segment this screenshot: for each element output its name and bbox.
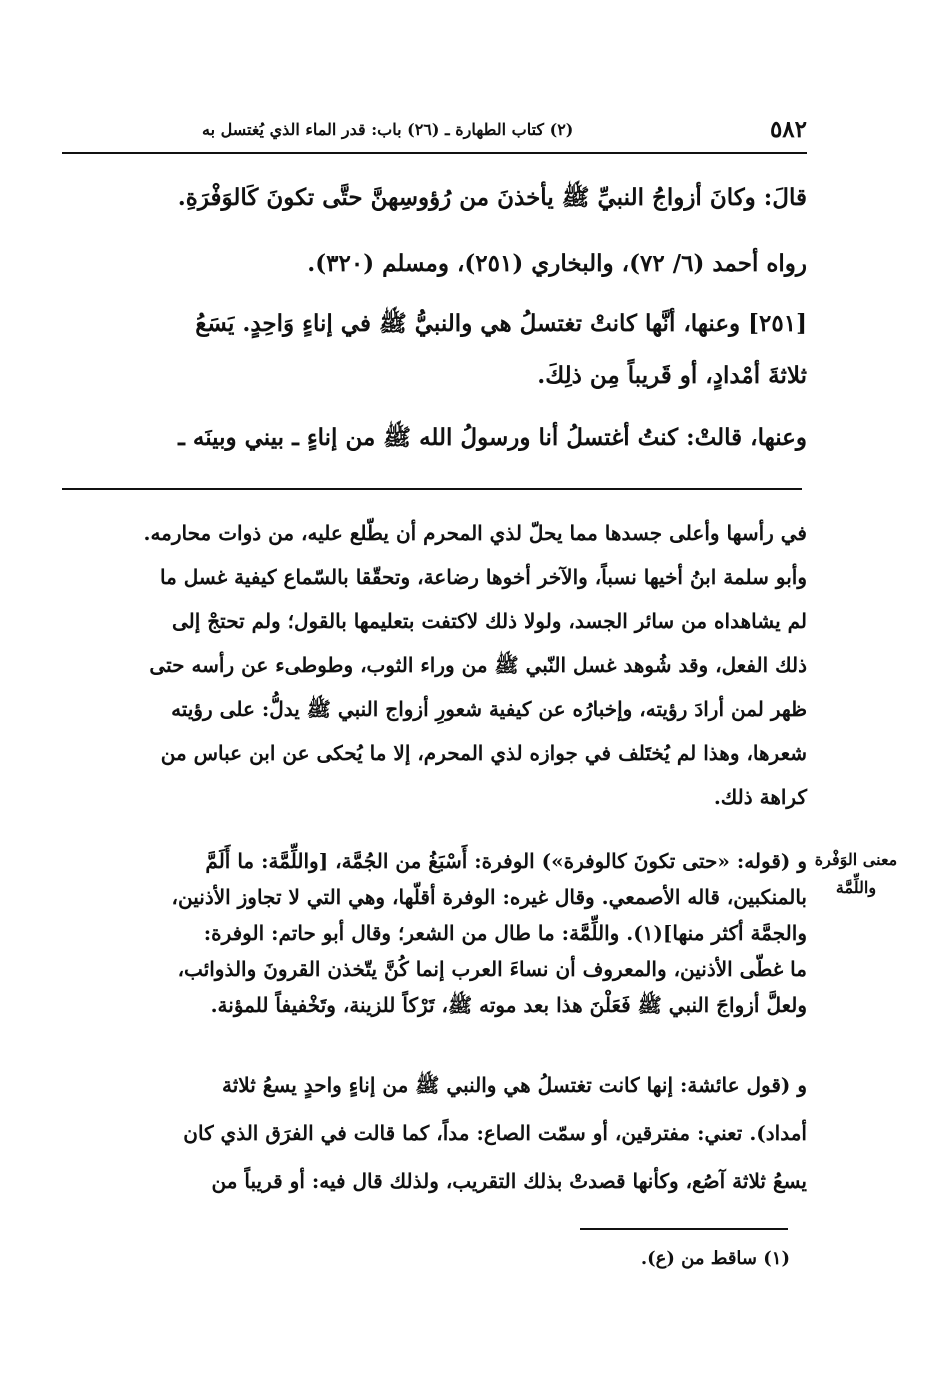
page-number: ٥٨٢ bbox=[769, 116, 807, 143]
commentary-line: ذلك الفعل، وقد شُوهد غسل النّبي ﷺ من وراء الثوب، وطوطىء عن رأسه حتى bbox=[149, 653, 807, 677]
commentary-line: و (قوله: «حتى تكونَ كالوفرة») الوفرة: أَسْبَغُ من الجُمَّة، [واللِّمَّة: ما أَلَمَّ bbox=[205, 849, 807, 873]
commentary-line: يسعُ ثلاثة آصُع، وكأنها قصدتْ بذلك التقريب، ولذلك قال فيه: أو قريباً من bbox=[211, 1169, 807, 1193]
footnote: (١) ساقط من (ع). bbox=[640, 1248, 790, 1269]
commentary-line: شعرها، وهذا لم يُختَلف في جوازه لذي المحرم، إلا ما يُحكى عن ابن عباس من bbox=[160, 741, 807, 765]
commentary-line: ظهر لمن أرادَ رؤيته، وإخبارُه عن كيفية شعورِ أزواج النبي ﷺ يدلُّ: على رؤيته bbox=[171, 697, 807, 721]
text-divider bbox=[62, 488, 802, 490]
commentary-line: أمداد). تعني: مفترقين، أو سمّت الصاع: مداً، كما قالت في الفرَق الذي كان bbox=[183, 1121, 807, 1145]
commentary-line: بالمنكبين، قاله الأصمعي. وقال غيره: الوفرة أقلّها، وهي التي لا تجاوز الأذنين، bbox=[171, 885, 807, 909]
hadith-line: وعنها، قالتْ: كنتُ أغتسلُ أنا ورسولُ الله ﷺ من إناءٍ ـ بيني وبينَه ـ bbox=[178, 424, 807, 451]
commentary-line: ولعلَّ أزواجَ النبي ﷺ فَعَلْنَ هذا بعد موته ﷺ، تَرْكاً للزينة، وتَخْفيفاً للمؤنة. bbox=[210, 993, 807, 1017]
commentary-line: و (قول عائشة: إنها كانت تغتسلُ هي والنبي ﷺ من إناءٍ واحدٍ يسعُ ثلاثة bbox=[222, 1073, 807, 1097]
running-title: (٢) كتاب الطهارة ـ (٢٦) باب: قدر الماء الذي يُغتسل به bbox=[202, 120, 574, 139]
hadith-line: ثلاثةَ أمْدادٍ، أو قَريباً مِن ذلِكَ. bbox=[537, 362, 807, 389]
footnote-rule bbox=[580, 1228, 788, 1230]
page-header bbox=[62, 114, 807, 154]
margin-note: معنى الوَفْرة واللِّمَّة bbox=[814, 850, 898, 897]
commentary-line: لم يشاهداه من سائر الجسد، ولولا ذلك لاكتفت بتعليمها بالقول؛ ولم تحتجْ إلى bbox=[171, 609, 807, 633]
commentary-line: ما غطّى الأذنين، والمعروف أن نساءَ العرب إنما كُنَّ يتّخذن القرونَ والذوائب، bbox=[177, 957, 807, 981]
commentary-line: في رأسها وأعلى جسدها مما يحلّ لذي المحرم أن يطّلع عليه، من ذوات محارمه. bbox=[143, 521, 807, 545]
commentary-line: وأبو سلمة ابنُ أخيها نسباً، والآخر أخوها رضاعة، وتحقّقا بالسّماع كيفية غسل ما bbox=[159, 565, 807, 589]
hadith-citation: رواه أحمد (٦/ ٧٢)، والبخاري (٢٥١)، ومسلم (٣٢٠). bbox=[307, 250, 807, 277]
commentary-line: كراهة ذلك. bbox=[713, 785, 807, 809]
hadith-line: [٢٥١] وعنها، أنَّها كانتْ تغتسلُ هي والنبيُّ ﷺ في إناءٍ وَاحِدٍ. يَسَعُ bbox=[195, 310, 807, 337]
commentary-line: والجمَّة أكثر منها](١). واللِّمَّة: ما طال من الشعر؛ وقال أبو حاتم: الوفرة: bbox=[203, 921, 807, 945]
hadith-line: قالَ: وكانَ أزواجُ النبيِّ ﷺ يأخذنَ من رُؤوسِهنَّ حتَّى تكونَ كَالوَفْرَةِ. bbox=[177, 184, 807, 211]
